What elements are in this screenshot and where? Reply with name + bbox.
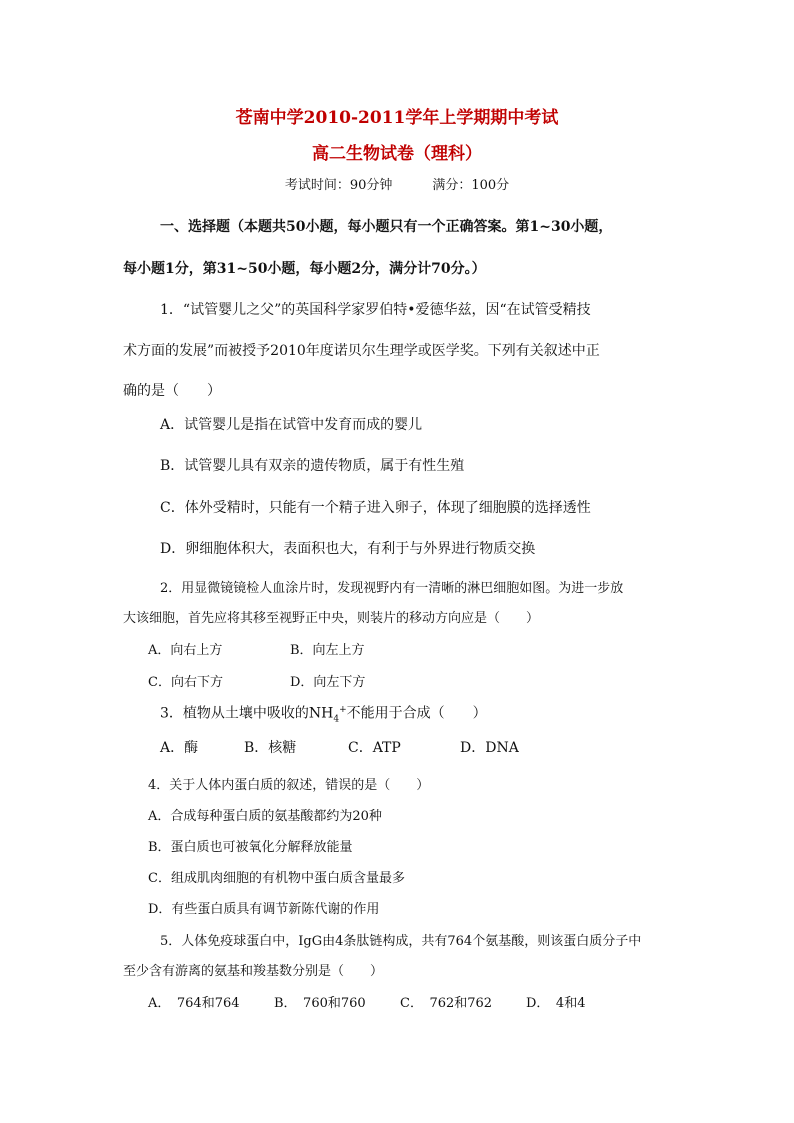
q1-option-b: B．试管婴儿具有双亲的遗传物质，属于有性生殖 bbox=[160, 458, 465, 474]
q3-option-d: D．DNA bbox=[460, 740, 519, 756]
q1-option-a: A．试管婴儿是指在试管中发育而成的婴儿 bbox=[160, 417, 423, 433]
q2-options-row1 bbox=[148, 644, 365, 657]
q1-line3: 确的是（ ） bbox=[123, 383, 221, 399]
section-heading-line1: 一、选择题（本题共50小题，每小题只有一个正确答案。第1~30小题， bbox=[160, 219, 613, 235]
q2-line1: 2．用显微镜镜检人血涂片时，发现视野内有一清晰的淋巴细胞如图。为进一步放 bbox=[160, 581, 624, 596]
q2-option-b: B．向左上方 bbox=[290, 643, 365, 658]
q1-option-c: C．体外受精时，只能有一个精子进入卵子，体现了细胞膜的选择透性 bbox=[160, 500, 591, 516]
q2-option-a: A．向右上方 bbox=[148, 643, 223, 658]
q1-option-d: D．卵细胞体积大，表面积也大，有利于与外界进行物质交换 bbox=[160, 541, 536, 557]
q4-option-c: C．组成肌肉细胞的有机物中蛋白质含量最多 bbox=[148, 871, 405, 886]
q5-option-b: B． 760和760 bbox=[274, 996, 366, 1011]
q3-superscript: + bbox=[339, 705, 347, 715]
q4-option-b: B．蛋白质也可被氧化分解释放能量 bbox=[148, 840, 353, 855]
q3-option-b: B．核糖 bbox=[244, 740, 297, 756]
q3-subscript: 4 bbox=[333, 714, 340, 725]
q1-line2: 术方面的发展”而被授予2010年度诺贝尔生理学或医学奖。下列有关叙述中正 bbox=[123, 343, 600, 359]
exam-time: 考试时间：90分钟 bbox=[284, 178, 393, 193]
q2-option-d: D．向左下方 bbox=[290, 675, 366, 690]
q4-option-d: D．有些蛋白质具有调节新陈代谢的作用 bbox=[148, 902, 380, 917]
q3-line1 bbox=[160, 706, 487, 724]
q2-options-row2 bbox=[148, 676, 365, 689]
q3-suffix: 不能用于合成（ ） bbox=[346, 705, 487, 722]
q3-options-row bbox=[160, 741, 519, 755]
exam-meta bbox=[0, 179, 794, 192]
q2-option-c: C．向右下方 bbox=[148, 675, 223, 690]
q5-line2: 至少含有游离的氨基和羧基数分别是（ ） bbox=[123, 964, 384, 979]
q4-line1: 4．关于人体内蛋白质的叙述，错误的是（ ） bbox=[148, 778, 430, 793]
q3-option-c: C．ATP bbox=[348, 740, 401, 756]
section-heading-line2: 每小题1分，第31~50小题，每小题2分，满分计70分。） bbox=[123, 261, 486, 277]
q5-options-row bbox=[148, 997, 585, 1010]
q5-option-c: C． 762和762 bbox=[400, 996, 493, 1011]
q2-line2: 大该细胞，首先应将其移至视野正中央，则装片的移动方向应是（ ） bbox=[123, 611, 540, 626]
q3-option-a: A．酶 bbox=[160, 740, 199, 756]
q5-option-a: A． 764和764 bbox=[148, 996, 240, 1011]
q5-option-d: D． 4和4 bbox=[526, 996, 586, 1011]
exam-subtitle: 高二生物试卷（理科） bbox=[312, 144, 482, 164]
q3-prefix: 3．植物从土壤中吸收的NH bbox=[160, 705, 334, 722]
full-score: 满分：100分 bbox=[432, 178, 510, 193]
q1-line1: 1．“试管婴儿之父”的英国科学家罗伯特•爱德华兹，因“在试管受精技 bbox=[160, 302, 591, 318]
q4-option-a: A．合成每种蛋白质的氨基酸都约为20种 bbox=[148, 809, 382, 824]
q5-line1: 5．人体免疫球蛋白中，IgG由4条肽链构成，共有764个氨基酸，则该蛋白质分子中 bbox=[160, 934, 642, 949]
exam-title: 苍南中学2010-2011学年上学期期中考试 bbox=[235, 108, 559, 128]
